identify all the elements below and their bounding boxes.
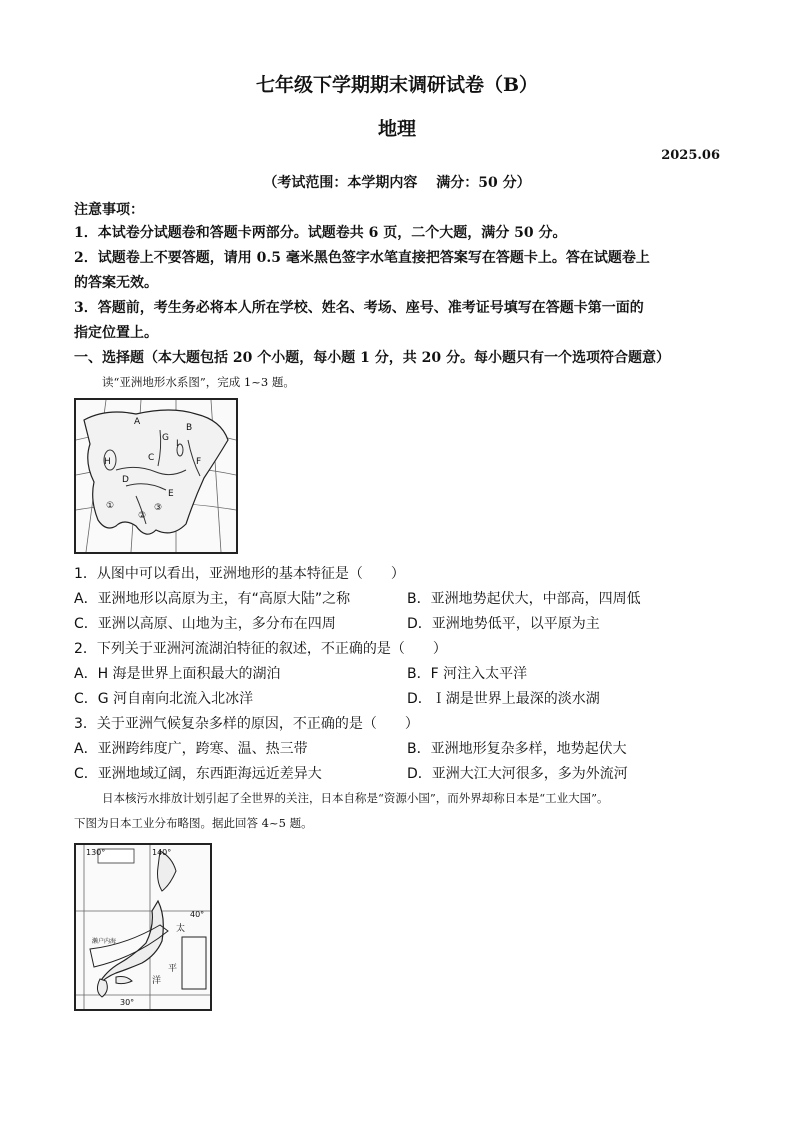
question-option: A．H 海是世界上面积最大的湖泊 [74, 666, 281, 682]
question-option: A．亚洲跨纬度广，跨寒、温、热三带 [74, 741, 308, 757]
question-option: B．亚洲地形复杂多样，地势起伏大 [407, 741, 627, 757]
map2-intro-line2: 下图为日本工业分布略图。据此回答 4~5 题。 [74, 816, 313, 830]
map1-label: ② [138, 511, 147, 521]
exam-scope: （考试范围：本学期内容 满分：50 分） [263, 175, 531, 191]
map1-intro: 读“亚洲地形水系图”，完成 1~3 题。 [102, 375, 295, 389]
map1-label: G [162, 433, 169, 443]
question-stem: 2．下列关于亚洲河流湖泊特征的叙述，不正确的是（ ） [74, 641, 447, 657]
map1-label: ① [106, 501, 115, 511]
note-item: 2．试题卷上不要答题，请用 0.5 毫米黑色签字水笔直接把答案写在答题卡上。答在试题卷上 [74, 250, 650, 266]
note-item: 1．本试卷分试题卷和答题卡两部分。试题卷共 6 页，二个大题，满分 50 分。 [74, 225, 567, 241]
question-option: D．亚洲地势低平，以平原为主 [407, 616, 600, 632]
map2-label: 洋 [152, 976, 162, 986]
asia-map-drawing [76, 400, 236, 552]
question-stem: 1．从图中可以看出，亚洲地形的基本特征是（ ） [74, 566, 405, 582]
note-item: 指定位置上。 [74, 325, 158, 341]
exam-title: 七年级下学期期末调研试卷（B） [255, 74, 539, 96]
map1-label: A [134, 417, 141, 427]
map1-label: ③ [154, 503, 163, 513]
section-heading: 一、选择题（本大题包括 20 个小题，每小题 1 分，共 20 分。每小题只有一个选项符合题意） [74, 350, 670, 366]
map1-label: D [122, 475, 129, 485]
note-item: 的答案无效。 [74, 275, 158, 291]
map2-label: 太 [176, 924, 186, 934]
exam-date: 2025.06 [661, 148, 720, 163]
question-option: C．亚洲以高原、山地为主，多分布在四周 [74, 616, 336, 632]
map2-label: 平 [168, 964, 178, 974]
map2-label: 30° [120, 998, 135, 1007]
map2-label: 40° [190, 910, 205, 919]
japan-industry-map [74, 843, 212, 1011]
question-option: A．亚洲地形以高原为主，有“高原大陆”之称 [74, 591, 351, 607]
map1-label: B [186, 423, 193, 433]
map2-intro-line1: 日本核污水排放计划引起了全世界的关注，日本自称是“资源小国”，而外界却称日本是“工业大国”。 [102, 791, 609, 805]
question-option: B．亚洲地势起伏大，中部高，四周低 [407, 591, 641, 607]
asia-terrain-map [74, 398, 238, 554]
question-option: D．Ｉ湖是世界上最深的淡水湖 [407, 691, 600, 707]
map2-label: 130° [86, 848, 106, 857]
map1-label: E [168, 489, 174, 499]
question-option: B．F 河注入太平洋 [407, 666, 528, 682]
map1-label: C [148, 453, 155, 463]
map1-label: F [196, 457, 202, 467]
subject-title: 地理 [377, 118, 416, 140]
notes-heading: 注意事项： [74, 202, 144, 218]
question-option: C．亚洲地域辽阔，东西距海远近差异大 [74, 766, 322, 782]
question-option: C．G 河自南向北流入北冰洋 [74, 691, 254, 707]
question-option: D．亚洲大江大河很多，多为外流河 [407, 766, 628, 782]
japan-map-drawing [76, 845, 210, 1009]
map2-label: 140° [152, 848, 172, 857]
map1-label: H [104, 457, 111, 467]
map2-label: 濑户内海 [92, 938, 117, 945]
question-stem: 3．关于亚洲气候复杂多样的原因，不正确的是（ ） [74, 716, 419, 732]
note-item: 3．答题前，考生务必将本人所在学校、姓名、考场、座号、准考证号填写在答题卡第一面的 [74, 300, 644, 316]
map1-label: I [176, 439, 179, 449]
